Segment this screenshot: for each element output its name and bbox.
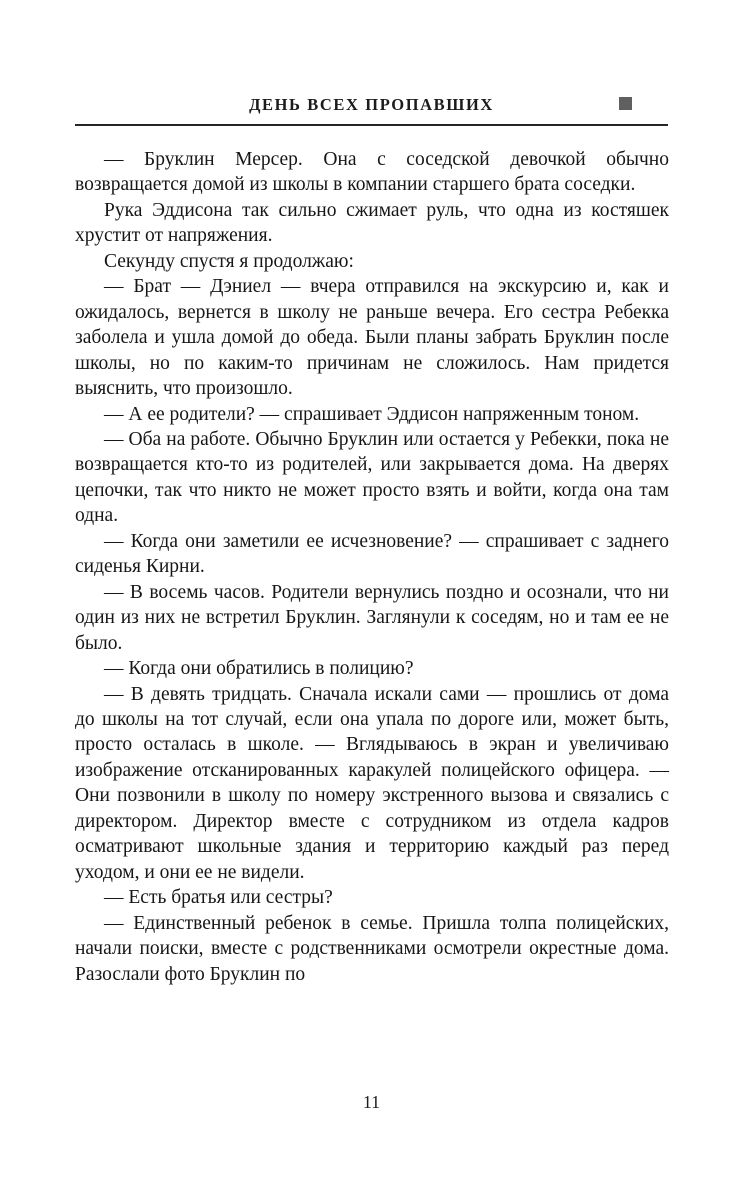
header-square-ornament-icon (619, 97, 632, 110)
paragraph: Рука Эддисона так сильно сжимает руль, что одна из костяшек хрустит от напряжения. (75, 199, 669, 247)
paragraph: — Когда они заметили ее исчезновение? — спрашивает с заднего сиденья Кирни. (75, 530, 669, 578)
paragraph: — А ее родители? — спрашивает Эддисон напряженным тоном. (104, 403, 640, 425)
page-number: 11 (362, 1092, 381, 1112)
paragraph: — Брат — Дэниел — вчера отправился на экскурсию и, как и ожидалось, вернется в школу не раньше вечера. Его сестра Ребекка заболела и ушла домой до обеда. Были планы забрать Бруклин после школы, но по каким-то причинам не сложилось. Нам придется выяснить, что произошло. (75, 276, 669, 400)
paragraph: — Когда они обратились в полицию? (104, 658, 414, 680)
paragraph: — Бруклин Мерсер. Она с соседской девочкой обычно возвращается домой из школы в компании старшего брата соседки. (75, 149, 669, 196)
paragraph: — В девять тридцать. Сначала искали сами — прошлись от дома до школы на тот случай, если она упала по дороге или, может быть, просто осталась в школе. — Вглядываюсь в экран и увеличиваю изображение отсканированных каракулей полицейского офицера. — Они позвонили в школу по номеру экстренного вызова и связались с директором. Директор вместе с сотрудником из отдела кадров осматривают школьные здания и территорию каждый раз перед уходом, и они ее не видели. (75, 683, 669, 883)
running-header (75, 95, 668, 126)
paragraph: — В восемь часов. Родители вернулись поздно и осознали, что ни один из них не встретил Бруклин. Заглянули к соседям, но и там ее не было. (75, 581, 669, 654)
paragraph: Секунду спустя я продолжаю: (104, 250, 354, 272)
paragraph: — Единственный ребенок в семье. Пришла толпа полицейских, начали поиски, вместе с родственниками осмотрели окрестные дома. Разослали фото Бруклин по (75, 912, 669, 985)
body-text (75, 147, 669, 987)
paragraph: — Есть братья или сестры? (104, 887, 333, 909)
running-header-title: ДЕНЬ ВСЕХ ПРОПАВШИХ (249, 95, 494, 114)
paragraph: — Оба на работе. Обычно Бруклин или остается у Ребекки, пока не возвращается кто-то из родителей, или закрывается дома. На дверях цепочки, так что никто не может просто взять и войти, когда она там одна. (75, 428, 669, 527)
